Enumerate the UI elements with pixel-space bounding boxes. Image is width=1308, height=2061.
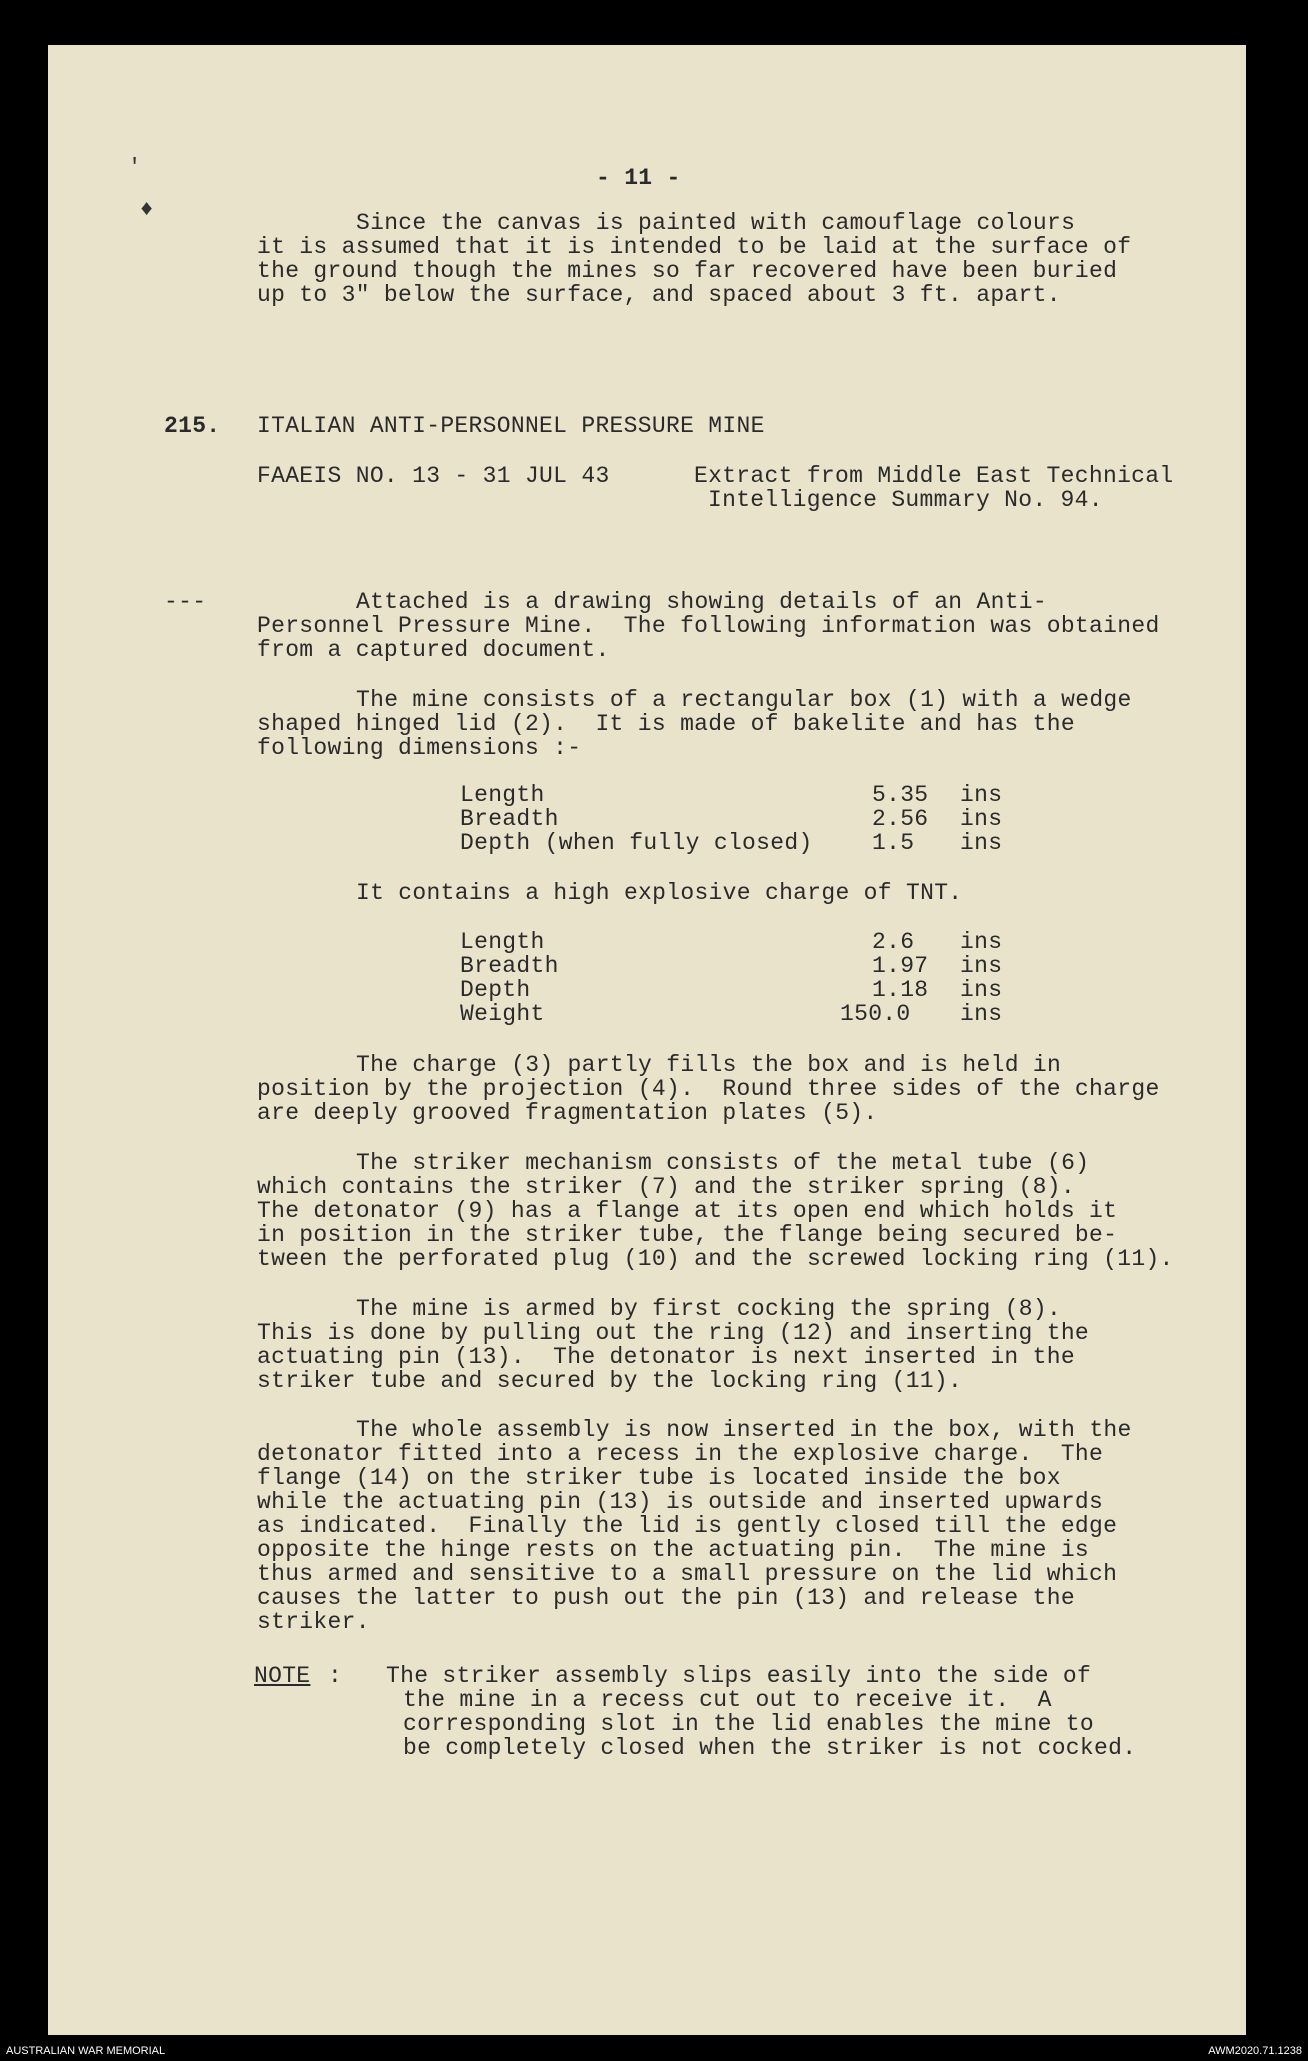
charge-held-line-1: The charge (3) partly fills the box and is held in <box>356 1052 1062 1078</box>
assembly-line-7: thus armed and sensitive to a small pressure on the lid which <box>257 1561 1118 1587</box>
striker-line-2: which contains the striker (7) and the striker spring (8). <box>257 1174 1075 1200</box>
attached-line-3: from a captured document. <box>257 637 610 663</box>
armed-line-4: striker tube and secured by the locking ring (11). <box>257 1368 963 1394</box>
intro-line-4: up to 3" below the surface, and spaced about 3 ft. apart. <box>257 282 1061 308</box>
box-line-2: shaped hinged lid (2). It is made of bakelite and has the <box>257 711 1075 737</box>
striker-line-3: The detonator (9) has a flange at its open end which holds it <box>257 1198 1118 1224</box>
armed-line-1: The mine is armed by first cocking the spring (8). <box>356 1296 1062 1322</box>
note-colon: : <box>328 1663 343 1689</box>
charge-held-line-3: are deeply grooved fragmentation plates (5). <box>257 1100 878 1126</box>
assembly-line-1: The whole assembly is now inserted in the box, with the <box>356 1417 1132 1443</box>
section-number: 215. <box>164 413 221 439</box>
charge-dim-name: Weight <box>460 1001 545 1027</box>
box-dim-name: Depth (when fully closed) <box>460 830 813 856</box>
footer-left: AUSTRALIAN WAR MEMORIAL <box>6 2045 166 2057</box>
box-dim-value: 1.5 <box>872 830 915 856</box>
charge-dim-value: 2.6 <box>872 929 915 955</box>
extract-line-2: Intelligence Summary No. 94. <box>708 487 1103 513</box>
striker-line-4: in position in the striker tube, the flange being secured be- <box>257 1222 1118 1248</box>
assembly-line-2: detonator fitted into a recess in the explosive charge. The <box>257 1441 1104 1467</box>
box-dim-value: 5.35 <box>872 782 929 808</box>
charge-dim-value: 150.0 <box>840 1001 911 1027</box>
charge-dim-name: Breadth <box>460 953 559 979</box>
section-title: ITALIAN ANTI-PERSONNEL PRESSURE MINE <box>257 413 765 439</box>
box-dim-unit: ins <box>960 830 1003 856</box>
intro-line-1: Since the canvas is painted with camouflage colours <box>356 210 1076 236</box>
extract-line-1: Extract from Middle East Technical <box>694 463 1174 489</box>
charge-dim-value: 1.97 <box>872 953 929 979</box>
charge-dim-name: Depth <box>460 977 531 1003</box>
assembly-line-5: as indicated. Finally the lid is gently closed till the edge <box>257 1513 1118 1539</box>
note-line-3: corresponding slot in the lid enables the mine to <box>403 1711 1095 1737</box>
note-line-1: The striker assembly slips easily into the side of <box>386 1663 1092 1689</box>
assembly-line-9: striker. <box>257 1609 370 1635</box>
attached-line-2: Personnel Pressure Mine. The following information was obtained <box>257 613 1160 639</box>
box-dim-name: Length <box>460 782 545 808</box>
intro-line-2: it is assumed that it is intended to be laid at the surface of <box>257 234 1132 260</box>
footer-right: AWM2020.71.1238 <box>1208 2045 1302 2057</box>
assembly-line-8: causes the latter to push out the pin (13) and release the <box>257 1585 1075 1611</box>
section-reference: FAAEIS NO. 13 - 31 JUL 43 <box>257 463 610 489</box>
charge-dim-unit: ins <box>960 929 1003 955</box>
charge-dim-name: Length <box>460 929 545 955</box>
margin-mark: ♦ <box>140 197 154 222</box>
striker-line-5: tween the perforated plug (10) and the screwed locking ring (11). <box>257 1246 1174 1272</box>
note-label: NOTE <box>254 1663 311 1689</box>
charge-dim-unit: ins <box>960 977 1003 1003</box>
intro-line-3: the ground though the mines so far recovered have been buried <box>257 258 1118 284</box>
charge-intro: It contains a high explosive charge of TNT. <box>356 880 963 906</box>
box-line-3: following dimensions :- <box>257 735 582 761</box>
note-line-2: the mine in a recess cut out to receive it. A <box>403 1687 1052 1713</box>
assembly-line-6: opposite the hinge rests on the actuating pin. The mine is <box>257 1537 1090 1563</box>
attached-line-1: Attached is a drawing showing details of an Anti- <box>356 589 1048 615</box>
box-dim-value: 2.56 <box>872 806 929 832</box>
charge-held-line-2: position by the projection (4). Round three sides of the charge <box>257 1076 1160 1102</box>
striker-line-1: The striker mechanism consists of the metal tube (6) <box>356 1150 1090 1176</box>
charge-dim-unit: ins <box>960 1001 1003 1027</box>
page-number: - 11 - <box>596 165 681 191</box>
note-line-4: be completely closed when the striker is not cocked. <box>403 1735 1137 1761</box>
dash-marker: --- <box>164 589 207 615</box>
document-page <box>48 45 1246 2035</box>
box-dim-name: Breadth <box>460 806 559 832</box>
box-line-1: The mine consists of a rectangular box (1) with a wedge <box>356 687 1132 713</box>
armed-line-3: actuating pin (13). The detonator is next inserted in the <box>257 1344 1075 1370</box>
margin-mark: ' <box>128 155 142 180</box>
charge-dim-value: 1.18 <box>872 977 929 1003</box>
box-dim-unit: ins <box>960 806 1003 832</box>
armed-line-2: This is done by pulling out the ring (12) and inserting the <box>257 1320 1090 1346</box>
charge-dim-unit: ins <box>960 953 1003 979</box>
assembly-line-4: while the actuating pin (13) is outside and inserted upwards <box>257 1489 1104 1515</box>
box-dim-unit: ins <box>960 782 1003 808</box>
assembly-line-3: flange (14) on the striker tube is located inside the box <box>257 1465 1061 1491</box>
